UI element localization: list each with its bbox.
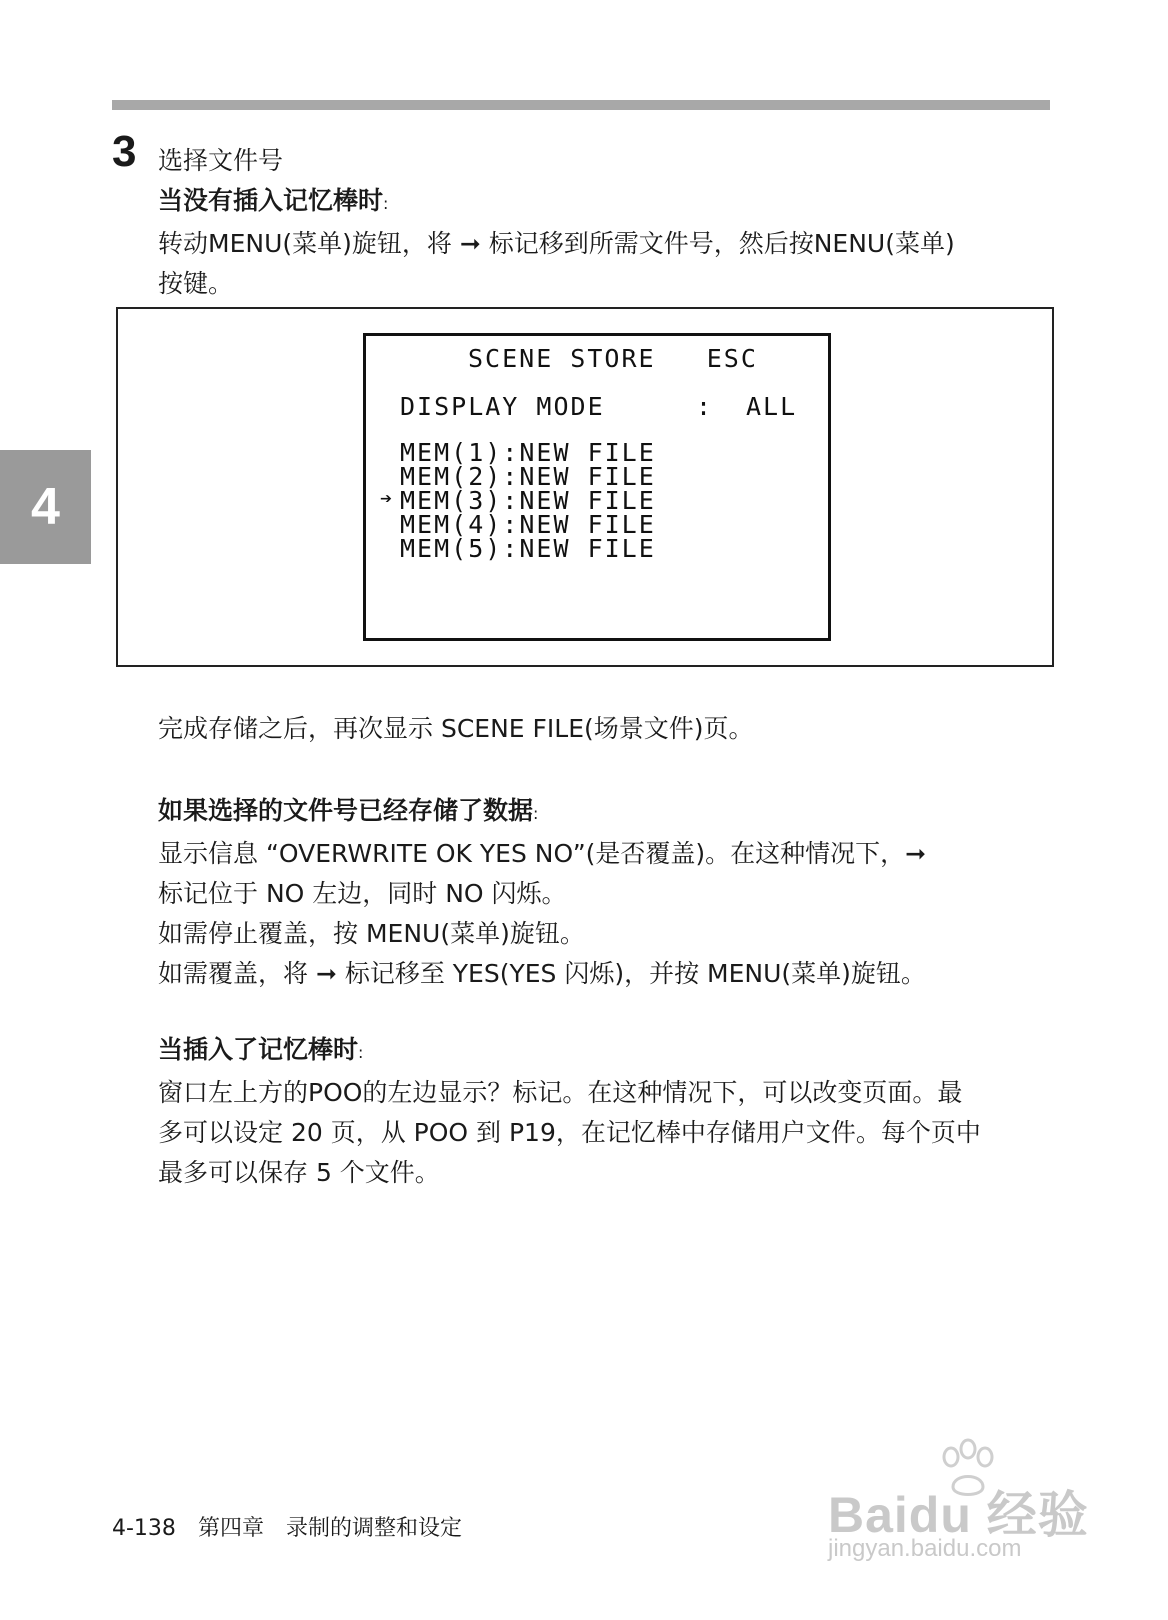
scene-store-screen: [363, 333, 831, 641]
overwrite-line: 如需停止覆盖，按 MENU(菜单)旋钮。: [158, 919, 585, 948]
overwrite-section: [158, 791, 1058, 994]
mem-item-selected: MEM(3):NEW FILE: [400, 486, 656, 515]
after-store-text: 完成存储之后，再次显示 SCENE FILE(场景文件)页。: [158, 714, 754, 743]
overwrite-heading-line: [158, 791, 1058, 834]
mem-item: MEM(4):NEW FILE: [400, 510, 656, 539]
chapter-tab: 4: [0, 450, 91, 564]
display-mode-colon: :: [696, 392, 714, 421]
baidu-watermark: [828, 1435, 1098, 1565]
step-title: 选择文件号: [158, 146, 284, 175]
cursor-arrow-icon: ➔: [380, 486, 393, 510]
with-memstick-heading: 当插入了记忆棒时: [158, 1035, 359, 1064]
watermark-brand: Baidu 经验: [828, 1487, 1089, 1543]
overwrite-heading: 如果选择的文件号已经存储了数据: [158, 796, 534, 825]
after-store-paragraph: [158, 709, 1058, 749]
page-footer: [112, 1518, 462, 1540]
overwrite-line: 显示信息 “OVERWRITE OK YES NO”(是否覆盖)。在这种情况下，➞: [158, 839, 927, 868]
no-memstick-line: 转动MENU(菜单)旋钮，将 ➞ 标记移到所需文件号，然后按NENU(菜单): [158, 229, 955, 258]
with-memstick-line: 最多可以保存 5 个文件。: [158, 1158, 440, 1187]
heading-separator: :: [533, 804, 539, 823]
heading-separator: :: [383, 194, 389, 213]
step-number: 3: [112, 127, 137, 176]
no-memstick-section: [158, 181, 1058, 304]
display-mode-label: DISPLAY MODE: [400, 392, 605, 421]
top-rule: [112, 100, 1050, 110]
footer-chapter: 第四章: [197, 1516, 264, 1541]
overwrite-line: 标记位于 NO 左边，同时 NO 闪烁。: [158, 879, 567, 908]
mem-item: MEM(1):NEW FILE: [400, 438, 656, 467]
watermark-url: jingyan.baidu.com: [828, 1535, 1022, 1562]
no-memstick-heading-line: [158, 181, 1058, 224]
page-number: 4-138: [112, 1516, 176, 1541]
mem-item: MEM(5):NEW FILE: [400, 534, 656, 563]
no-memstick-heading: 当没有插入记忆棒时: [158, 186, 384, 215]
heading-separator: :: [358, 1043, 364, 1062]
overwrite-line: 如需覆盖，将 ➞ 标记移至 YES(YES 闪烁)，并按 MENU(菜单)旋钮。: [158, 959, 926, 988]
with-memstick-line: 窗口左上方的POO的左边显示？标记。在这种情况下，可以改变页面。最: [158, 1078, 963, 1107]
with-memstick-section: [158, 1030, 1058, 1193]
with-memstick-line: 多可以设定 20 页，从 POO 到 P19，在记忆棒中存储用户文件。每个页中: [158, 1118, 981, 1147]
with-memstick-heading-line: [158, 1030, 1058, 1073]
footer-title: 录制的调整和设定: [285, 1516, 462, 1541]
no-memstick-line: 按键。: [158, 269, 234, 298]
display-mode-value: ALL: [746, 392, 798, 421]
mem-item: MEM(2):NEW FILE: [400, 462, 656, 491]
screen-header: SCENE STORE ESC: [468, 344, 758, 373]
